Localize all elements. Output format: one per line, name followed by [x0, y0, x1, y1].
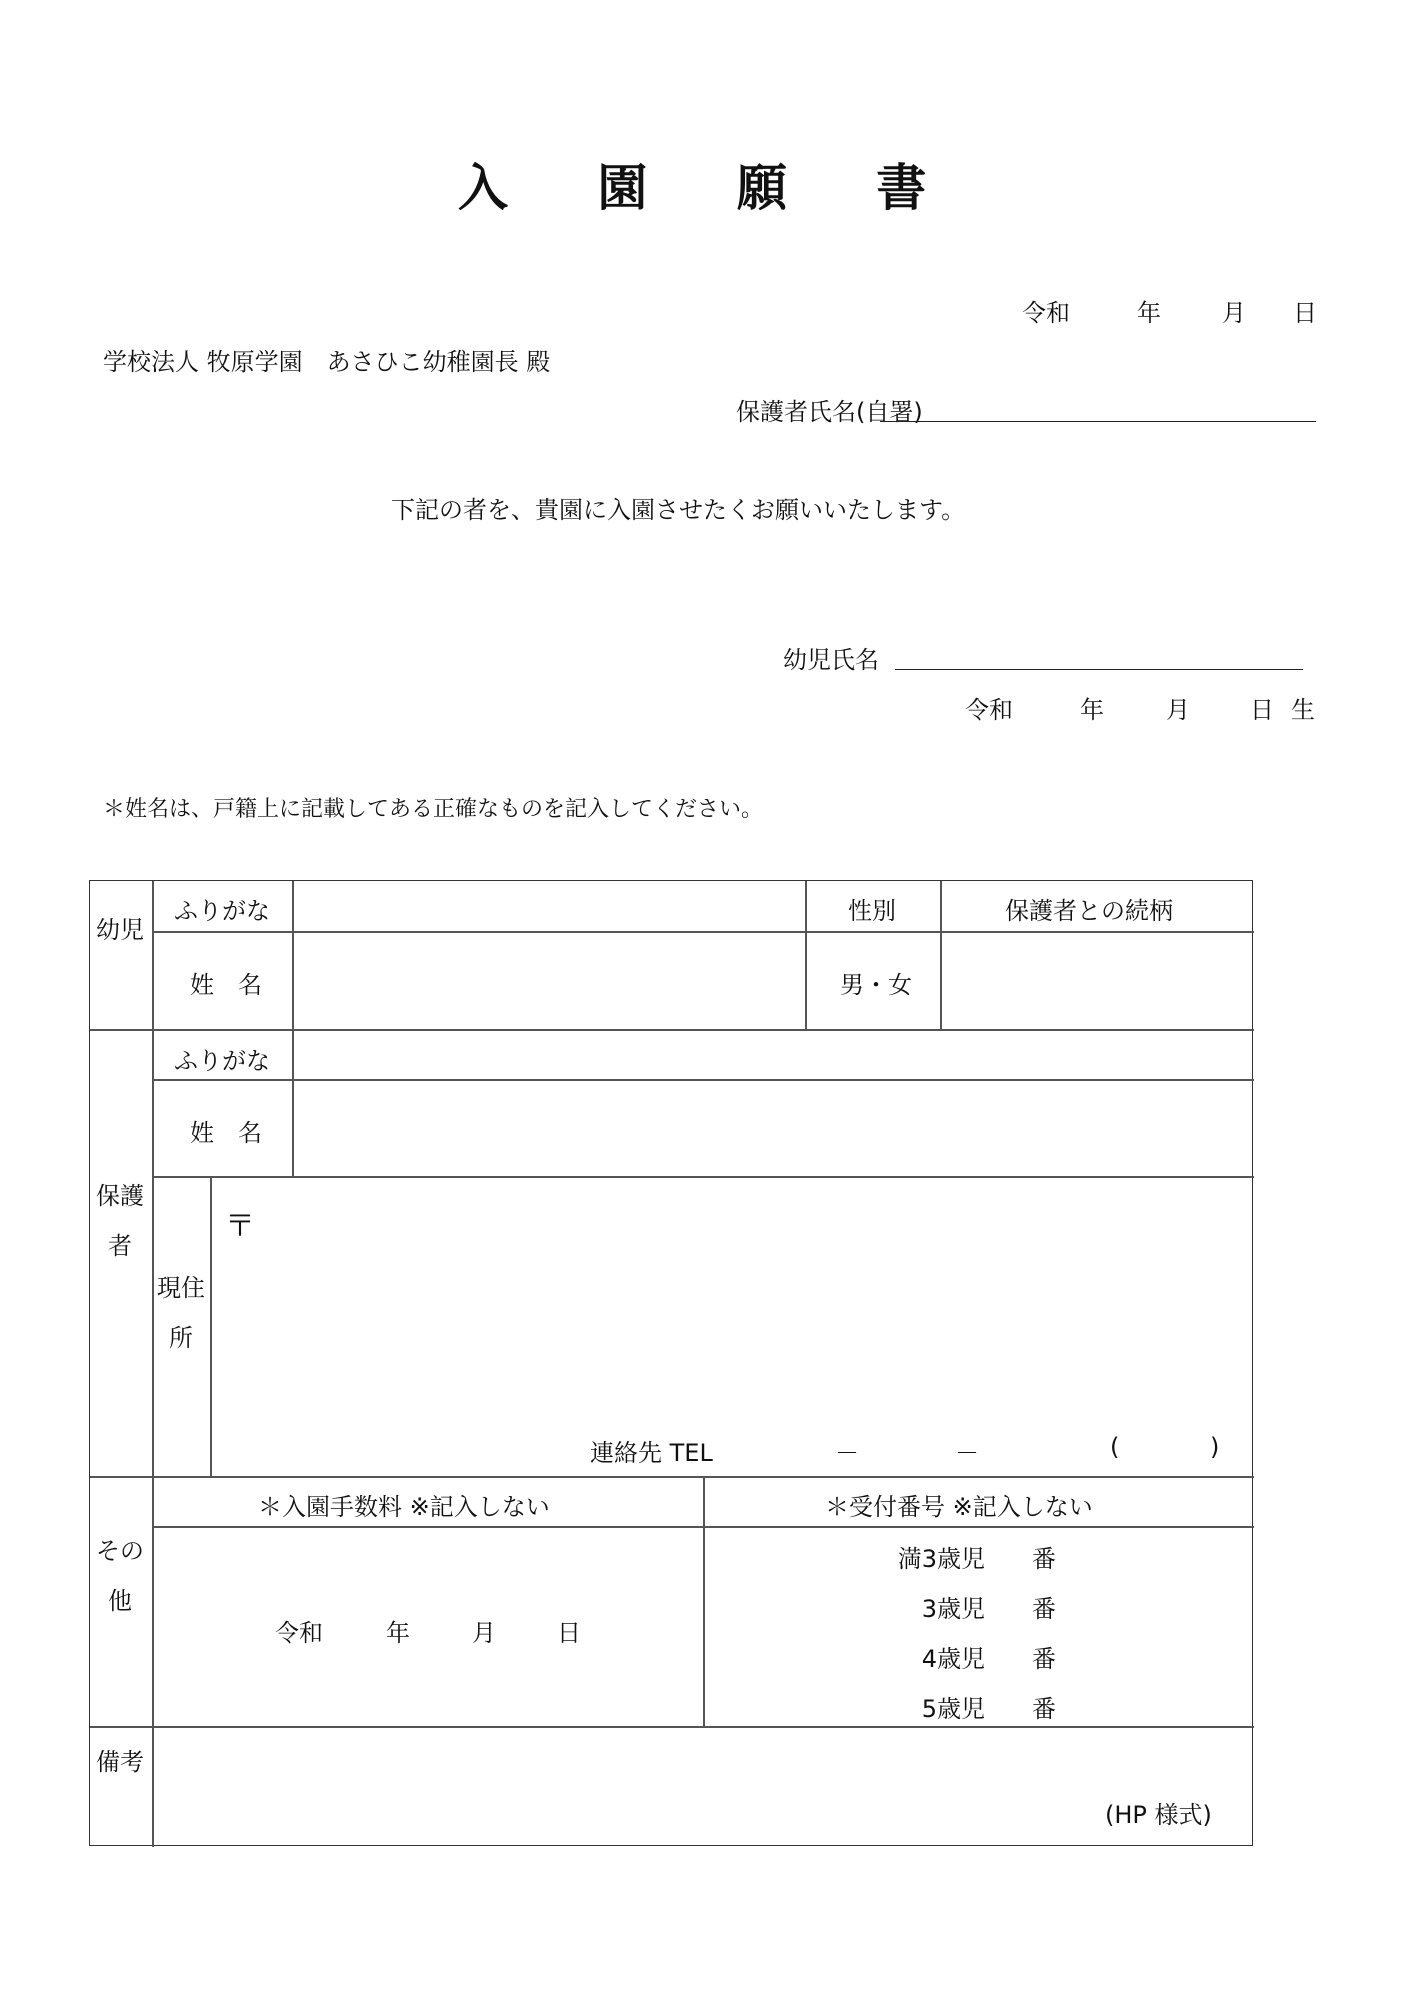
request-text: 下記の者を、貴園に入園させたくお願いいたします。 [391, 496, 966, 524]
document-title: 入 園 願 書 [458, 159, 963, 217]
birth-month: 月 [1166, 696, 1190, 724]
guardian-section-label: 保護者 [96, 1182, 144, 1260]
reception-unit-4: 番 [1032, 1695, 1056, 1723]
birth-era: 令和 [965, 696, 1013, 724]
child-name-line[interactable] [895, 669, 1303, 670]
name-note: ＊姓名は、戸籍上に記載してある正確なものを記入してください。 [103, 797, 764, 822]
header-date-month: 月 [1222, 299, 1246, 327]
header-date-year: 年 [1137, 299, 1161, 327]
child-name-label: 幼児氏名 [783, 646, 879, 674]
reception-age-4: 5歳児 [921, 1695, 985, 1723]
reception-unit-2: 番 [1032, 1595, 1056, 1623]
tel-dash-2: － [955, 1439, 979, 1467]
reception-unit-3: 番 [1032, 1645, 1056, 1673]
child-section-label: 幼児 [96, 916, 144, 944]
tel-label: 連絡先 TEL [590, 1439, 713, 1467]
tel-paren-open: ( [1110, 1433, 1120, 1461]
fee-date-year: 年 [386, 1619, 410, 1647]
reception-age-3: 4歳児 [921, 1645, 985, 1673]
reception-age-2: 3歳児 [921, 1595, 985, 1623]
tel-dash-1: － [835, 1439, 859, 1467]
guardian-furigana-input[interactable] [294, 1031, 1252, 1077]
child-name-input[interactable] [294, 933, 804, 1027]
guardian-name-cell-label: 姓 名 [190, 1119, 262, 1147]
fee-date-month: 月 [472, 1619, 496, 1647]
header-date-day: 日 [1293, 299, 1317, 327]
header-date-era: 令和 [1022, 299, 1070, 327]
hp-style-label: (HP 様式) [1105, 1801, 1212, 1829]
child-furigana-label: ふりがな [174, 897, 270, 925]
child-furigana-input[interactable] [294, 883, 804, 929]
remarks-input[interactable] [155, 1729, 1252, 1845]
fee-header: ＊入園手数料 ※記入しない [258, 1493, 550, 1521]
fee-date-era: 令和 [275, 1619, 323, 1647]
fee-date-day: 日 [557, 1619, 581, 1647]
remarks-section-label: 備考 [96, 1748, 144, 1776]
tel-input[interactable] [750, 1427, 1250, 1471]
birth-suffix: 生 [1291, 696, 1315, 724]
addressee: 学校法人 牧原学園 あさひこ幼稚園長 殿 [103, 348, 551, 376]
tel-paren-close: ) [1210, 1433, 1220, 1461]
birth-year: 年 [1080, 696, 1104, 724]
other-section-label: その他 [96, 1537, 144, 1615]
gender-value[interactable]: 男・女 [840, 971, 912, 999]
address-input[interactable] [213, 1179, 1252, 1419]
gender-header: 性別 [848, 897, 896, 925]
postal-mark-icon: 〒 [225, 1209, 255, 1244]
guardian-furigana-label: ふりがな [174, 1047, 270, 1075]
application-form-table [89, 880, 1253, 1846]
address-label: 現住所 [157, 1274, 205, 1352]
guardian-sign-line[interactable] [880, 421, 1316, 422]
guardian-sign-label: 保護者氏名(自署) [736, 398, 923, 426]
relation-input[interactable] [942, 933, 1252, 1027]
reception-header: ＊受付番号 ※記入しない [825, 1493, 1093, 1521]
relation-header: 保護者との続柄 [1005, 897, 1173, 925]
reception-age-1: 満3歳児 [897, 1545, 985, 1573]
guardian-name-input[interactable] [294, 1081, 1252, 1174]
birth-day: 日 [1250, 696, 1274, 724]
reception-unit-1: 番 [1032, 1545, 1056, 1573]
child-name-cell-label: 姓 名 [190, 971, 262, 999]
